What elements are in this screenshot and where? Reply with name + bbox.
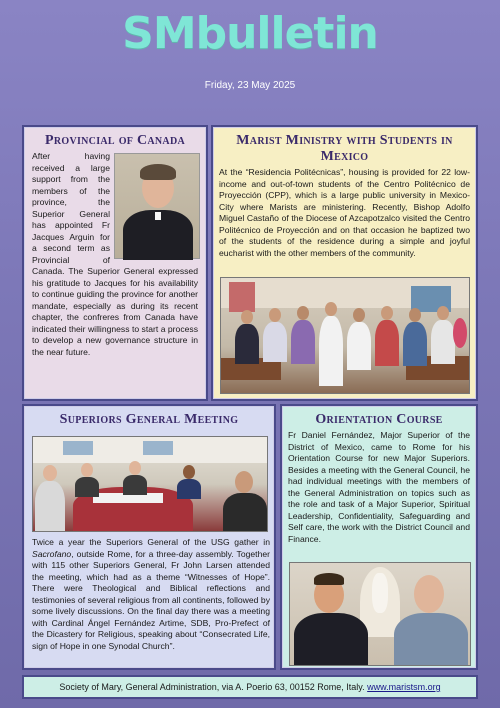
article-superiors-title: Superiors General Meeting [59,412,239,427]
footer-address: Society of Mary, General Administration, via A. Poerio 63, 00152 Rome, Italy. [59,682,368,692]
article-canada [22,125,208,401]
article-orientation-title: Orientation Course [315,412,443,427]
footer-website-link[interactable]: www.maristsm.org [367,682,441,692]
masthead-logo [0,8,500,60]
superiors-text-part1: Twice a year the Superiors General of the USG gather in [32,537,270,547]
two-men-photo [289,562,471,666]
article-superiors-text [32,537,270,652]
issue-date: Friday, 23 May 2025 [204,80,296,91]
meeting-photo [32,436,268,532]
masthead-bulletin: bulletin [195,8,378,59]
article-canada-text: After having received a large support from the members of the province, the Superior General has appointed Fr Jacques Arguin for a second term as Provincial of Canada. The Superior General expressed his gratitude to Jacques for his availability to continue guiding the province for another mandate, especially as during its recent chapter, the confreres from Canada have indicated their willingness to start a process to develop a new governance structure in the near future. [32,151,198,357]
article-mexico-title: Marist Ministry with Students in Mexico [236,133,453,164]
article-mexico [211,125,478,401]
footer [22,675,478,699]
group-photo [220,277,470,394]
article-orientation [280,404,478,670]
article-orientation-text: Fr Daniel Fernández, Major Superior of the District of Mexico, came to Rome for his Orientation Course for new Major Superiors. Besides a meeting with the General Council, he had individual meetings with the members of the General Administration on topics such as the role and task of a Major Superior, Spiritual Leadership, Confidentiality, Safeguarding and Self care, the work with the District Council and Finance. [288,430,470,544]
article-canada-title: Provincial of Canada [45,133,185,148]
superiors-text-place: Sacrofano [32,548,72,559]
portrait-photo [114,153,200,259]
article-mexico-text: At the “Residencia Politécnicas”, housing is provided for 22 low-income and out-of-town students of the Centro Politécnico de Proyección (CPP), which is a large public university in Mexico-City where Marists are ministering. Recently, Bishop Adolfo Miguel Castaño of the Diocese of Azcapotzalco visited the Centro Politécnico de Proyección and on that occasion he baptized two of the students of the residence during a simple and joyful eucharist with the other members of the community. [219,167,470,258]
superiors-text-part2: , outside Rome, for a three-day assembly. Together with 115 other Superiors General, Fr John Larsen attended the meeting, which had as a theme “Witnesses of Hope”. There were Theological and Biblical reflections and testimonies of several religious from all continents, followed by some lively discussions. On the final day there was a meeting with Cardinal Ángel Fernández Artime, SDB, Pro-Prefect of the Dicastery for Religious, speaking about “Consecrated Life, sign of Hope in one Synodal Church”. [32,548,270,651]
masthead-sm: SM [122,8,196,59]
article-superiors [22,404,276,670]
